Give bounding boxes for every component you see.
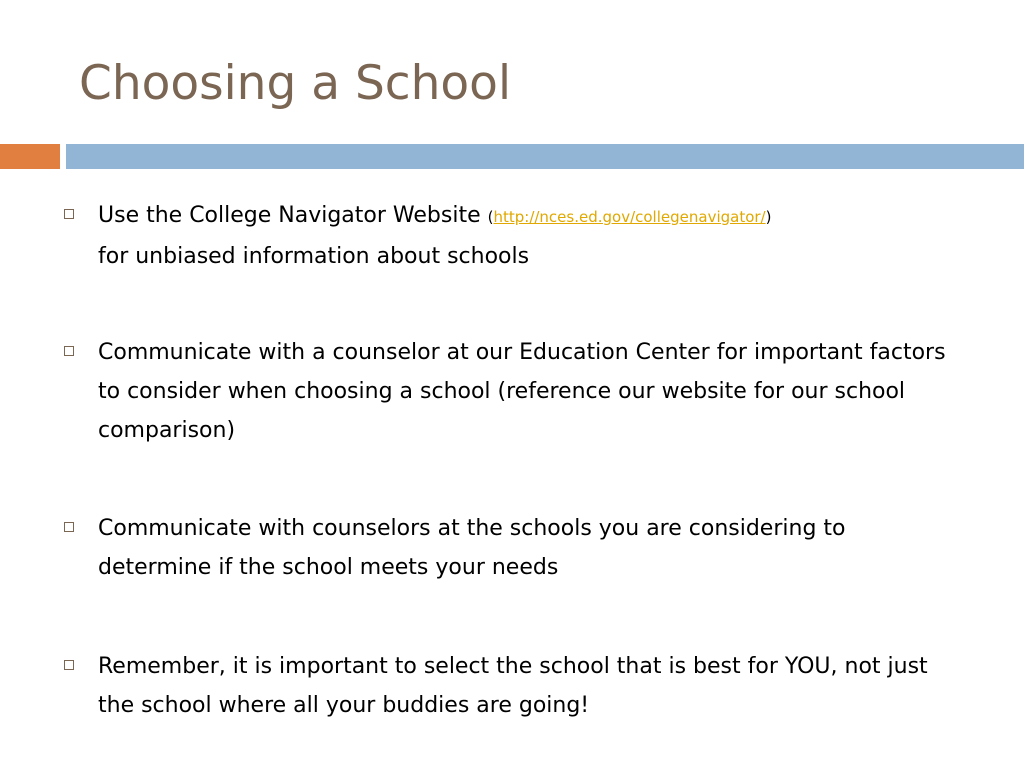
bullet-text: Remember, it is important to select the school that is best for YOU, not just the school where all your buddies are going! bbox=[98, 654, 928, 718]
slide-title: Choosing a School bbox=[79, 56, 511, 111]
bullet-item-education-center bbox=[64, 333, 964, 450]
bullet-text bbox=[98, 196, 964, 276]
square-bullet-icon bbox=[64, 346, 74, 356]
title-accent-bar-blue bbox=[66, 144, 1024, 169]
bullet-text-before-link: Use the College Navigator Website bbox=[98, 203, 488, 228]
square-bullet-icon bbox=[64, 209, 74, 219]
bullet-text: Communicate with counselors at the schools you are considering to determine if the school meets your needs bbox=[98, 516, 846, 580]
bullet-item-remember bbox=[64, 647, 964, 725]
title-accent-bar-orange bbox=[0, 144, 60, 169]
square-bullet-icon bbox=[64, 522, 74, 532]
bullet-item-school-counselors bbox=[64, 509, 964, 587]
square-bullet-icon bbox=[64, 660, 74, 670]
bullet-item-college-navigator bbox=[64, 196, 964, 276]
link-wrapper bbox=[488, 208, 772, 226]
link-open-paren: ( bbox=[487, 208, 494, 226]
bullet-text-after-link: for unbiased information about schools bbox=[98, 244, 530, 269]
bullet-text: Communicate with a counselor at our Education Center for important factors to consider when choosing a school (reference our website for our school comparison) bbox=[98, 340, 946, 443]
link-close-paren: ) bbox=[765, 208, 772, 226]
college-navigator-link[interactable]: http://nces.ed.gov/collegenavigator/ bbox=[493, 208, 766, 226]
